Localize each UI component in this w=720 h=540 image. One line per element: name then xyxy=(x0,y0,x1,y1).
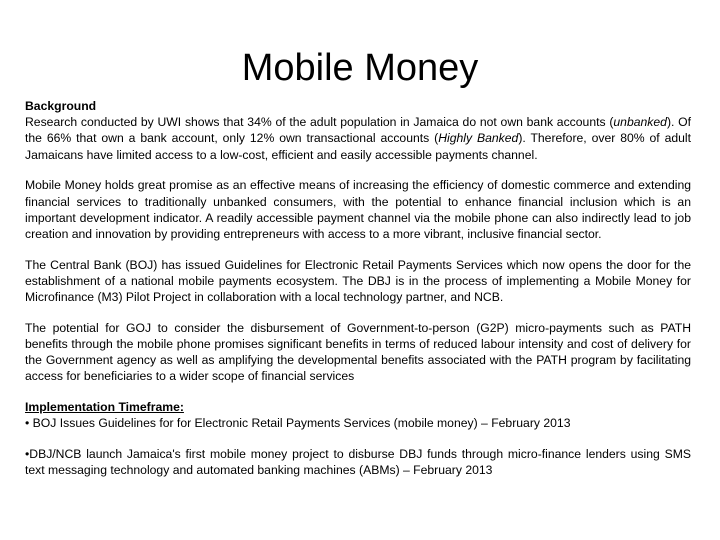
background-text-c: ). Therefore, over 80% of adult Jamaicans have limited access to a low-cost, efficient and easily accessible payments channel. xyxy=(25,131,691,162)
boj-guidelines-paragraph: The Central Bank (BOJ) has issued Guidelines for Electronic Retail Payments Services which now opens the door for the establishment of a national mobile payments ecosystem. The DBJ is in the process of implementing a Mobile Money for Microfinance (M3) Pilot Project in collaboration with a local technology partner, and NCB. xyxy=(25,257,691,305)
slide-title: Mobile Money xyxy=(241,47,479,89)
slide-content xyxy=(25,98,691,493)
mobile-money-paragraph: Mobile Money holds great promise as an effective means of increasing the efficiency of domestic commerce and extending financial services to traditionally unbanked consumers, with the potential to enhance financial inclusion which is an important development indicator. A readily accessible payment channel via the mobile phone can also indirectly lead to job creation and innovation by providing entrepreneurs with access to a more vibrant, inclusive financial sector. xyxy=(25,178,691,241)
highly-banked-term: Highly Banked xyxy=(438,131,519,146)
timeframe-item-2: •DBJ/NCB launch Jamaica's first mobile money project to disburse DBJ funds through micro-finance lenders using SMS text messaging technology and automated banking machines (ABMs) – February 2013 xyxy=(25,446,691,478)
background-text-a: Research conducted by UWI shows that 34% of the adult population in Jamaica do not own bank accounts ( xyxy=(25,115,614,130)
unbanked-term: unbanked xyxy=(613,115,667,130)
timeframe-section xyxy=(25,399,691,431)
background-heading: Background xyxy=(25,99,97,113)
background-text-b: ). Of the 66% that own a bank account, only 12% own transactional accounts ( xyxy=(25,115,692,146)
g2p-paragraph: The potential for GOJ to consider the disbursement of Government-to-person (G2P) micro-payments such as PATH benefits through the mobile phone promises significant benefits in terms of reduced labour intensity and cost of delivery for the Government agency as well as amplifying the developmental benefits associated with the PATH program by facilitating access for beneficiaries to a wider scope of financial services xyxy=(25,320,691,384)
timeframe-heading: Implementation Timeframe: xyxy=(25,400,184,415)
timeframe-item-1: • BOJ Issues Guidelines for for Electronic Retail Payments Services (mobile money) – February 2013 xyxy=(25,416,571,431)
background-paragraph xyxy=(25,98,691,163)
